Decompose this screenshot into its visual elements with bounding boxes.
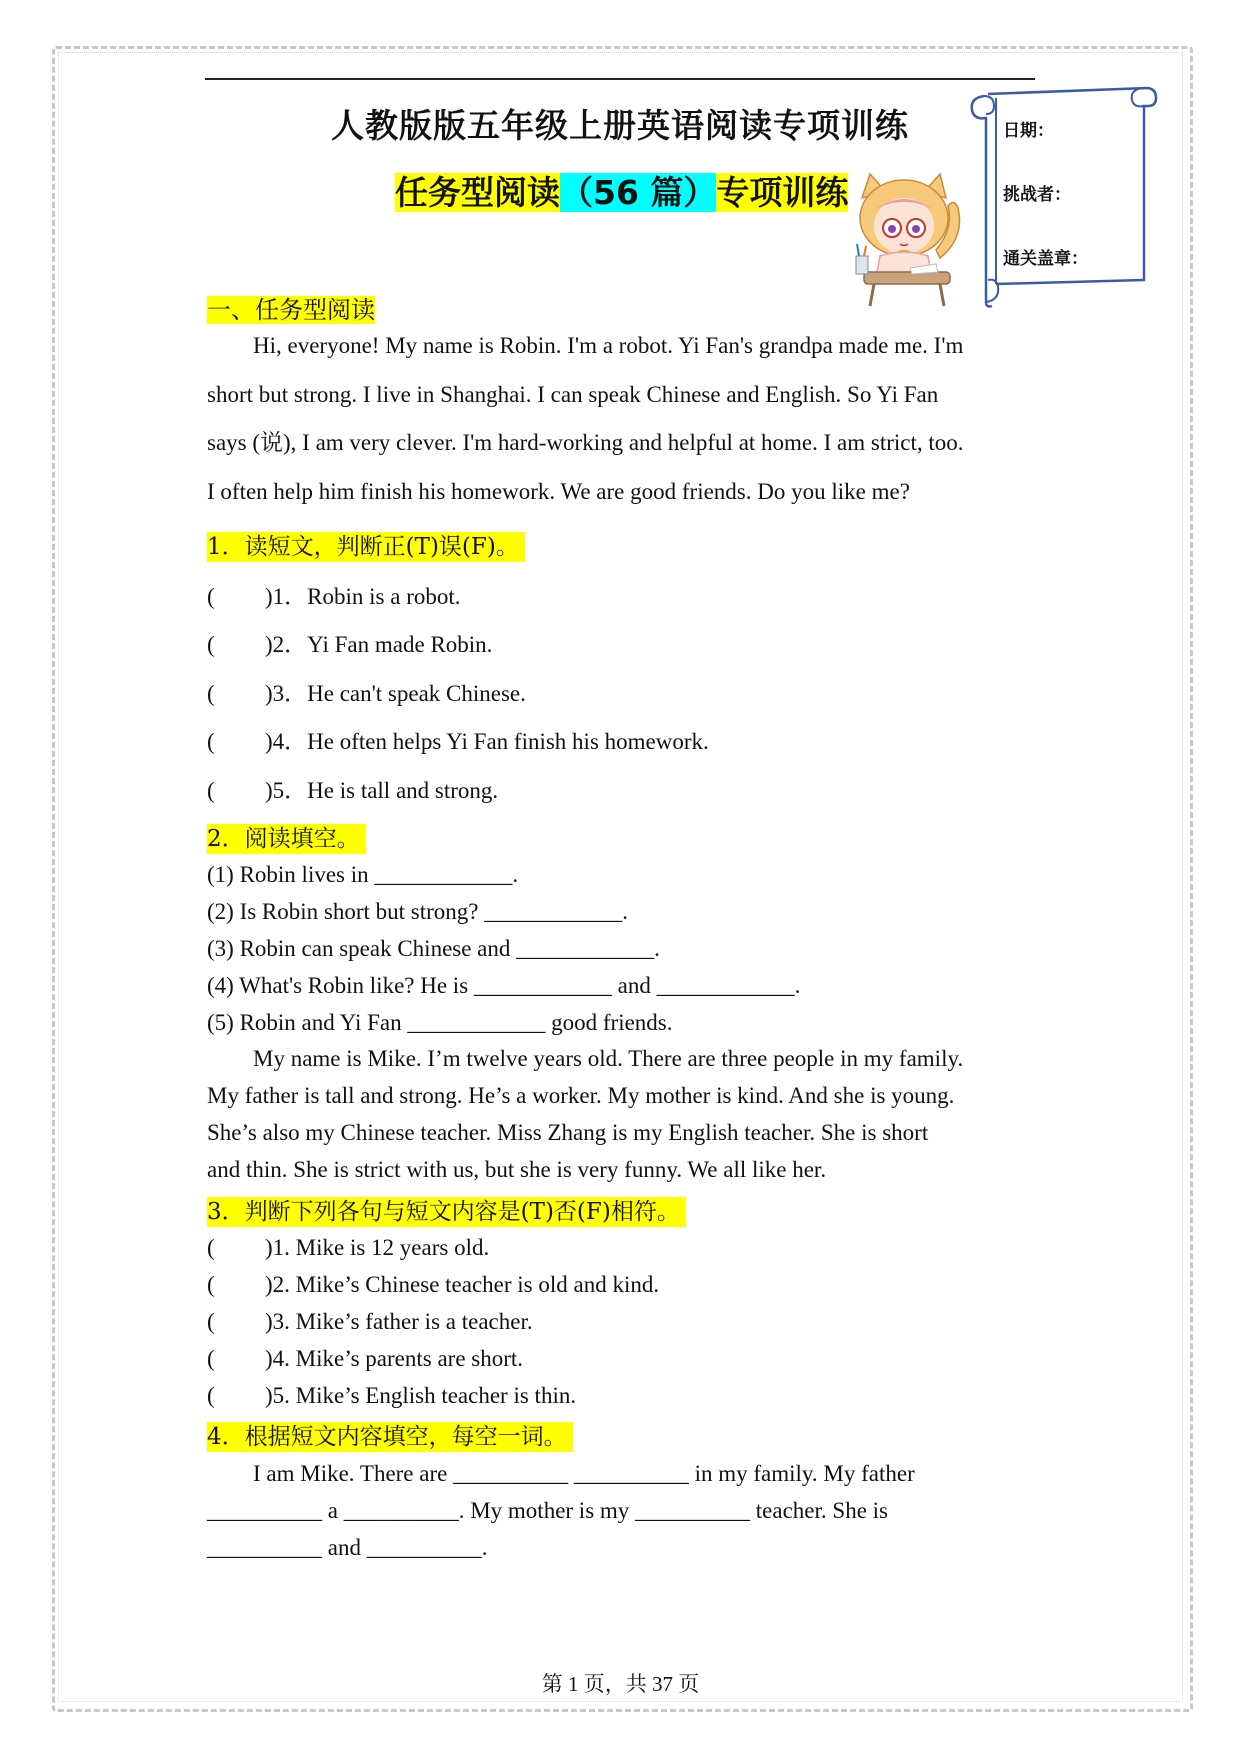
tf-item: ( )5. Mike’s English teacher is thin. [207,1383,577,1408]
fill-blank-item: (3) Robin can speak Chinese and ____________. [207,936,660,961]
section-1-title: 一、任务型阅读 [207,296,375,324]
passage-2 [207,1040,1037,1188]
challenger-label: 挑战者： [1003,185,1071,205]
passage-1-line: Hi, everyone! My name is Robin. I'm a robot. Yi Fan's grandpa made me. I'm [253,333,964,358]
cloze-line: I am Mike. There are __________ __________ in my family. My father [253,1461,915,1486]
fill-blank-item: (2) Is Robin short but strong? ____________. [207,899,629,924]
fill-blank-item: (1) Robin lives in ____________. [207,862,519,887]
passage-2-line: My father is tall and strong. He’s a worker. My mother is kind. And she is young. [207,1083,955,1108]
fill-blank-item: (4) What's Robin like? He is ____________ and ____________. [207,973,801,998]
header-rule [205,78,1035,80]
stamp-label: 通关盖章： [1003,249,1088,269]
passage-1-line: short but strong. I live in Shanghai. I can speak Chinese and English. So Yi Fan [207,381,939,407]
cloze-passage [207,1455,1037,1566]
subtitle-part-3: 专项训练 [716,173,849,212]
cat-girl-mascot-illustration [840,168,970,308]
tf-item: ( )2. Mike’s Chinese teacher is old and kind. [207,1272,660,1297]
page-title: 人教版版五年级上册英语阅读专项训练 [331,106,909,145]
question-3-title: 3．判断下列各句与短文内容是(T)否(F)相符。 [207,1193,686,1226]
passage-2-line: and thin. She is strict with us, but she is very funny. We all like her. [207,1157,827,1182]
tf-item: ( )3．He can't speak Chinese. [207,681,526,706]
date-label: 日期： [1003,121,1054,141]
passage-2-line: She’s also my Chinese teacher. Miss Zhang is my English teacher. She is short [207,1120,929,1145]
tf-item: ( )1．Robin is a robot. [207,584,461,609]
passage-2-line: My name is Mike. I’m twelve years old. There are three people in my family. [253,1046,964,1071]
question-4-title: 4．根据短文内容填空，每空一词。 [207,1418,573,1451]
cloze-line: __________ a __________. My mother is my __________ teacher. She is [207,1498,888,1523]
subtitle-part-2: （56 篇） [560,173,717,212]
passage-1-line: says (说), I am very clever. I'm hard-working and helpful at home. I am strict, too. [207,430,964,455]
passage-1-line: I often help him finish his homework. We are good friends. Do you like me? [207,478,910,504]
question-2-title: 2．阅读填空。 [207,820,366,853]
cloze-line: __________ and __________. [207,1535,488,1560]
page-number: 第 1 页，共 37 页 [541,1672,700,1696]
fill-blank-item: (5) Robin and Yi Fan ____________ good friends. [207,1010,673,1035]
tf-item: ( )4．He often helps Yi Fan finish his homework. [207,729,709,754]
tf-item: ( )5．He is tall and strong. [207,778,499,803]
tf-item: ( )4. Mike’s parents are short. [207,1346,524,1371]
tf-item: ( )3. Mike’s father is a teacher. [207,1309,533,1334]
tf-item: ( )2．Yi Fan made Robin. [207,632,493,657]
tf-item: ( )1. Mike is 12 years old. [207,1235,490,1260]
page-subtitle [395,167,848,214]
passage-1 [207,322,1037,516]
subtitle-part-1: 任务型阅读 [395,173,560,212]
question-1-title: 1．读短文，判断正(T)误(F)。 [207,528,525,561]
